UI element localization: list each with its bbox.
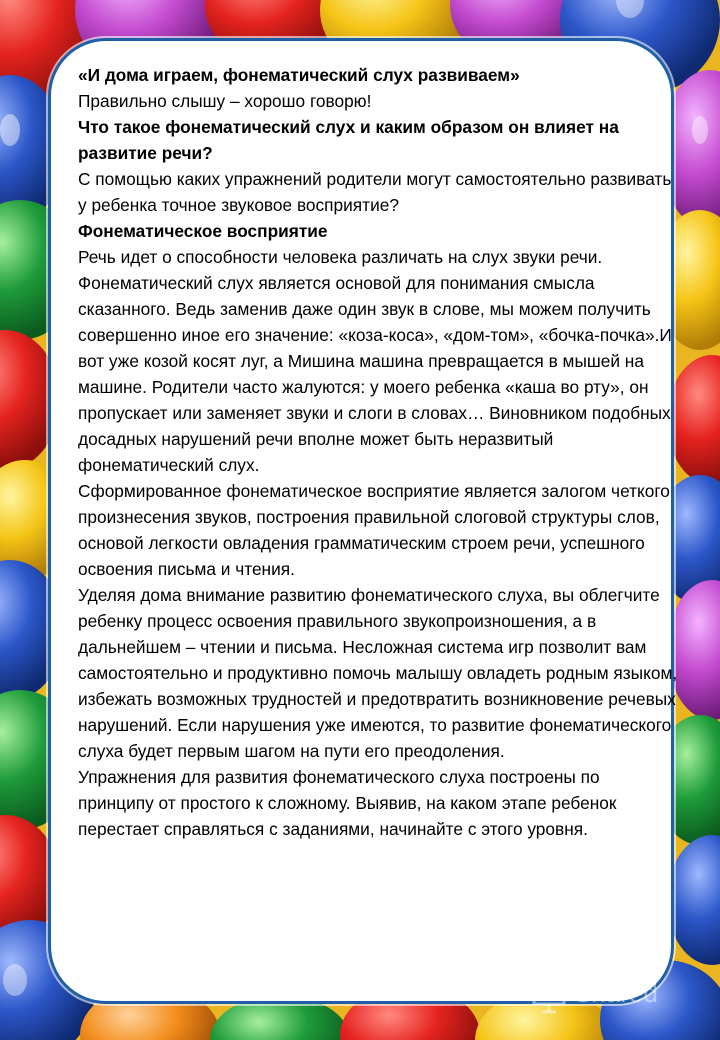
paragraph-2: Сформированное фонематическое восприятие является залогом четкого произнесения звуков, построения правильной слоговой структуры слов, основой легкости овладения грамматическим строем речи, успешного освоения письма и чтения. <box>78 481 670 579</box>
paragraph-1: Речь идет о способности человека различать на слух звуки речи. Фонематический слух является основой для понимания смысла сказанного. Ведь заменив даже один звук в слове, мы можем получить совершенно иное его значение: «коза-коса», «дом-том», «бочка-почка».И вот уже козой косят луг, а Мишина машина превращается в мышей на машине. Родители часто жалуются: у моего ребенка «каша во рту», он пропускает или заменяет звуки и слоги в словах… Виновником подобных досадных нарушений речи вполне может быть неразвитый фонематический слух. <box>78 247 672 475</box>
document-subtitle: Правильно слышу – хорошо говорю! <box>78 91 372 111</box>
watermark-text: Shared <box>574 978 658 1008</box>
paragraph-4: Упражнения для развития фонематического слуха построены по принципу от простого к сложному. Выявив, на каком этапе ребенок перестает справляться с заданиями, начинайте с этого уровня. <box>78 767 617 839</box>
heading-phonemic-perception: Фонематическое восприятие <box>78 221 328 241</box>
heading-phonemic-hearing: Что такое фонематический слух и каким образом он влияет на развитие речи? <box>78 117 619 163</box>
document-body <box>78 62 678 842</box>
presentation-icon <box>530 976 570 1016</box>
intro-paragraph: С помощью каких упражнений родители могут самостоятельно развивать у ребенка точное звуковое восприятие? <box>78 169 672 215</box>
document-title: «И дома играем, фонематический слух развиваем» <box>78 65 520 85</box>
paragraph-3: Уделяя дома внимание развитию фонематического слуха, вы облегчите ребенку процесс освоения правильного звукопроизношения, а в дальнейшем – чтении и письма. Несложная система игр позволит вам самостоятельно и продуктивно помочь малышу овладеть родным языком, избежать возможных трудностей и предотвратить возникновение речевых нарушений. Если нарушения уже имеются, то развитие фонематического слуха будет первым шагом на пути его преодоления. <box>78 585 678 761</box>
watermark <box>530 976 710 1016</box>
